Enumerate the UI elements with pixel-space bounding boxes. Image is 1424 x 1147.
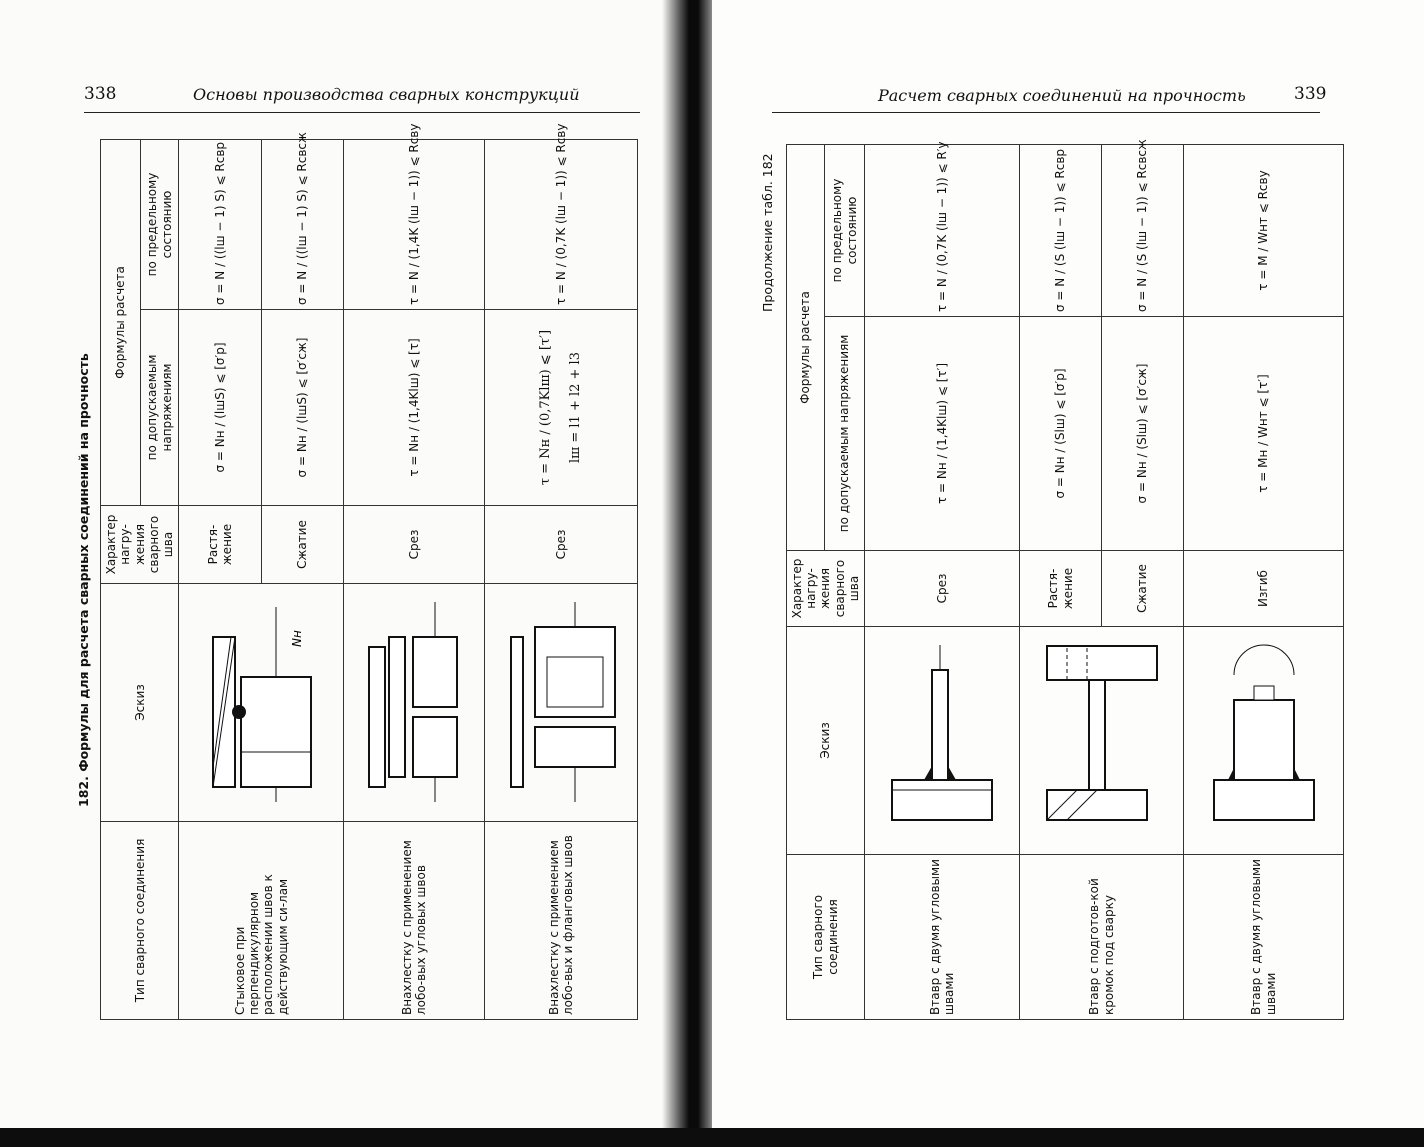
table-row: [485, 139, 638, 1019]
formula-allowable: σ = Nн / (lшS) ⩽ [σ′сж]: [261, 310, 343, 506]
header-type: Тип сварного соединения: [787, 855, 865, 1020]
row-type: Втавр с двумя угловыми швами: [865, 855, 1020, 1020]
formula-allowable: σ = Nн / (lшS) ⩽ [σ′р]: [179, 310, 261, 506]
sketch-tee-bending: [1184, 627, 1344, 855]
row-load: Срез: [485, 506, 638, 584]
header-rule-right: [772, 112, 1320, 113]
header-limit: по предельному состоянию: [141, 139, 179, 309]
header-load: Характер нагру-жения сварного шва: [787, 551, 865, 627]
formula-limit: σ = N / (S (lш − 1)) ⩽ Rсвсж: [1102, 144, 1184, 316]
formula-allowable: τ = Mн / Wнт ⩽ [τ′]: [1184, 317, 1344, 551]
left-page: [0, 0, 676, 1132]
formula-limit: σ = N / (S (lш − 1)) ⩽ Rсвр: [1020, 144, 1102, 316]
sketch-tee-groove: [1020, 627, 1184, 855]
sketch-lap-frontal-flank: [485, 584, 638, 822]
header-sketch: Эскиз: [787, 627, 865, 855]
sketch-butt-weld: [179, 584, 344, 822]
formula-allowable: σ = Nн / (Slш) ⩽ [σ′сж]: [1102, 317, 1184, 551]
formula-allowable: σ = Nн / (Slш) ⩽ [σ′р]: [1020, 317, 1102, 551]
header-formulas: Формулы расчета: [787, 144, 825, 550]
header-sketch: Эскиз: [101, 584, 179, 822]
formula-limit: τ = N / (0,7K (lш − 1)) ⩽ Rсву: [485, 139, 638, 309]
row-load: Сжатие: [1102, 551, 1184, 627]
table-row: [1184, 144, 1344, 1019]
formula-limit: σ = N / ((lш − 1) S) ⩽ Rсвсж: [261, 139, 343, 309]
page-number-left: 338: [84, 84, 117, 104]
row-type: Втавр с двумя угловыми швами: [1184, 855, 1344, 1020]
formula-allowable: τ = Nн / (1,4Klш) ⩽ [τ]: [344, 310, 485, 506]
table-row: [344, 139, 485, 1019]
row-load: Растя-жение: [1020, 551, 1102, 627]
header-allowable: по допускаемым напряжениям: [825, 317, 865, 551]
formula-limit: τ = M / Wнт ⩽ Rсву: [1184, 144, 1344, 316]
table-row: [179, 139, 261, 1019]
row-type: Внахлестку с применением лобо-вых угловых швов: [344, 822, 485, 1020]
continuation-note: Продолжение табл. 182: [760, 153, 775, 312]
sketch-tee-fillet: [865, 627, 1020, 855]
right-page: [712, 0, 1424, 1132]
row-load: Изгиб: [1184, 551, 1344, 627]
table-caption: 182. Формулы для расчета сварных соединений на прочность: [76, 353, 91, 807]
row-type: Стыковое при перпендикулярном расположении швов к действующим си-лам: [179, 822, 344, 1020]
formula-limit: τ = N / (0,7K (lш − 1)) ⩽ R′у: [865, 144, 1020, 316]
table-182-left: [100, 123, 638, 1020]
header-limit: по предельному состоянию: [825, 144, 865, 316]
formula-allowable: τ = Nн / (0,7Klш) ⩽ [τ′]: [538, 329, 554, 486]
row-load: Срез: [865, 551, 1020, 627]
table-row: [1020, 144, 1102, 1019]
header-load: Характер нагру-жения сварного шва: [101, 506, 179, 584]
sketch-lap-frontal: [344, 584, 485, 822]
svg-text:Nн: Nн: [290, 630, 305, 648]
header-type: Тип сварного соединения: [101, 822, 179, 1020]
formula-allowable: τ = Nн / (1,4Klш) ⩽ [τ′]: [865, 317, 1020, 551]
table-182-right: [786, 139, 1294, 1020]
page-number-right: 339: [1294, 84, 1327, 104]
running-head-left: Основы производства сварных конструкций: [193, 85, 580, 104]
table-row: [865, 144, 1020, 1019]
header-allowable: по допускаемым напряжениям: [141, 310, 179, 506]
row-load: Срез: [344, 506, 485, 584]
formula-limit: τ = N / (1,4K (lш − 1)) ⩽ Rсву: [344, 139, 485, 309]
row-type: Внахлестку с применением лобо-вых и фланговых швов: [485, 822, 638, 1020]
formula-limit: σ = N / ((lш − 1) S) ⩽ Rсвр: [179, 139, 261, 309]
running-head-right: Расчет сварных соединений на прочность: [878, 86, 1246, 105]
formula-weld-length: lш = l1 + l2 + l3: [568, 352, 584, 464]
header-rule-left: [84, 112, 640, 113]
row-load: Растя-жение: [179, 506, 261, 584]
row-type: Втавр с подготов-кой кромок под сварку: [1020, 855, 1184, 1020]
row-load: Сжатие: [261, 506, 343, 584]
header-formulas: Формулы расчета: [101, 139, 141, 505]
scan-bottom-edge: [0, 1128, 1424, 1147]
